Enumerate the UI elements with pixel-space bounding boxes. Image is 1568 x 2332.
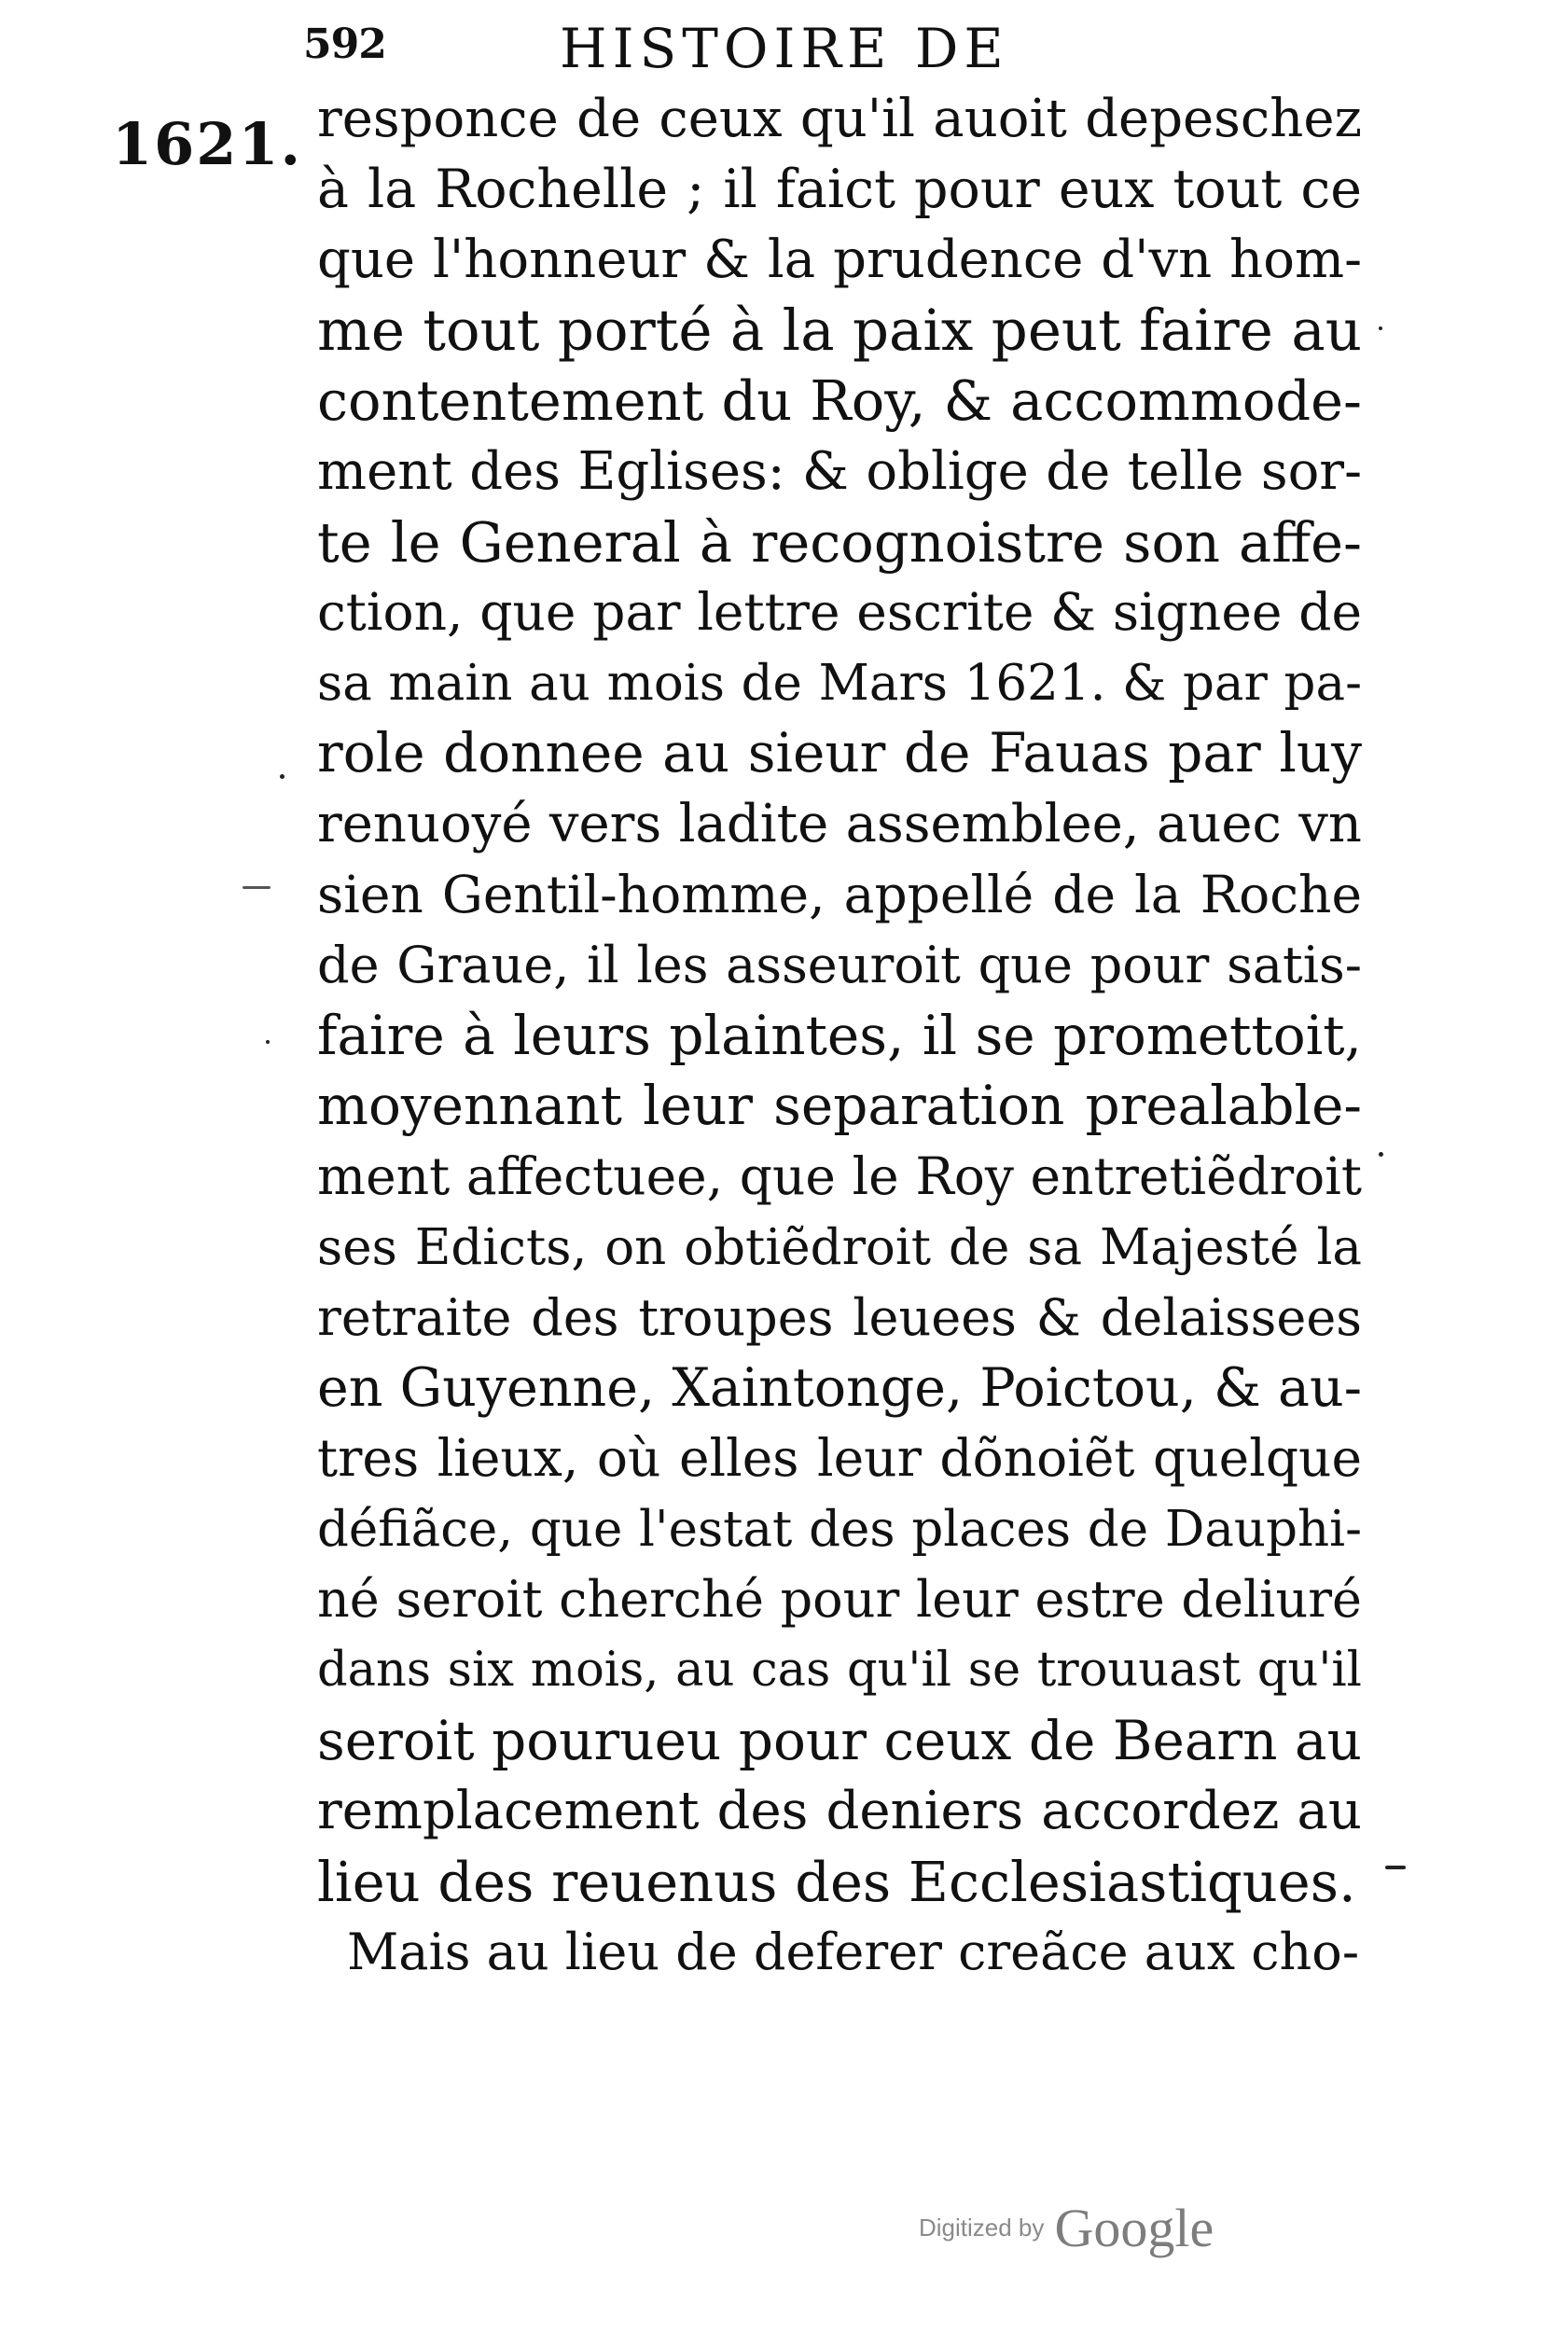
- text-line: ment des Eglises: & oblige de telle sor-: [317, 440, 1362, 502]
- text-line: moyennant leur separation prealable-: [317, 1074, 1362, 1138]
- text-line: en Guyenne, Xaintonge, Poictou, & au-: [317, 1356, 1362, 1419]
- text-line: sien Gentil-homme, appellé de la Roche: [317, 864, 1362, 924]
- text-line: me tout porté à la paix peut faire au: [317, 297, 1362, 364]
- scan-speck: [243, 886, 271, 889]
- scan-speck: [1379, 1152, 1383, 1157]
- scan-speck: [280, 774, 284, 779]
- text-line: renuoyé vers ladite assemblee, auec vn: [317, 793, 1362, 854]
- text-line: de Graue, il les asseuroit que pour satis-: [317, 936, 1362, 995]
- text-line: défiãce, que l'estat des places de Dauphi-: [317, 1500, 1362, 1558]
- text-line: lieu des reuenus des Ecclesiastiques.: [317, 1849, 1356, 1914]
- watermark-logo: Google: [1054, 2198, 1214, 2258]
- digitized-by-watermark: [919, 2197, 1214, 2259]
- text-line: ment affectuee, que le Roy entretiẽdroit: [317, 1145, 1362, 1206]
- text-line: ses Edicts, on obtiẽdroit de sa Majesté la: [317, 1218, 1362, 1276]
- text-line: faire à leurs plaintes, il se promettoit,: [317, 1003, 1362, 1067]
- text-line: sa main au mois de Mars 1621. & par pa-: [317, 654, 1362, 712]
- scan-speck: [1385, 1866, 1406, 1869]
- text-line: retraite des troupes leuees & delaissees: [317, 1288, 1362, 1348]
- margin-year-note: 1621.: [112, 110, 303, 178]
- text-line: contentement du Roy, & accommode-: [317, 368, 1362, 434]
- text-line: tres lieux, où elles leur dõnoiẽt quelque: [317, 1428, 1362, 1489]
- page-number: 592: [303, 21, 386, 68]
- text-line: role donnee au sieur de Fauas par luy: [317, 721, 1362, 785]
- text-line: né seroit cherché pour leur estre deliuré: [317, 1570, 1362, 1630]
- text-line: te le General à recognoistre son affe-: [317, 509, 1362, 575]
- body-text: [317, 84, 1362, 1988]
- text-line: ction, que par lettre escrite & signee de: [317, 582, 1362, 643]
- watermark-prefix: Digitized by: [919, 2214, 1045, 2242]
- text-line: dans six mois, au cas qu'il se trouuast qu'il: [317, 1643, 1362, 1699]
- scan-speck: [266, 1040, 270, 1044]
- text-line: responce de ceux qu'il auoit depeschez: [317, 89, 1362, 149]
- text-line: Mais au lieu de deferer creãce aux cho-: [347, 1923, 1360, 1982]
- text-line: que l'honneur & la prudence d'vn hom-: [317, 229, 1362, 291]
- text-line: seroit pourueu pour ceux de Bearn au: [317, 1708, 1362, 1772]
- text-line: remplacement des deniers accordez au: [317, 1781, 1362, 1842]
- text-line: à la Rochelle ; il faict pour eux tout ce: [317, 158, 1362, 220]
- scan-speck: [1379, 326, 1382, 330]
- running-head: HISTOIRE DE: [560, 17, 1009, 80]
